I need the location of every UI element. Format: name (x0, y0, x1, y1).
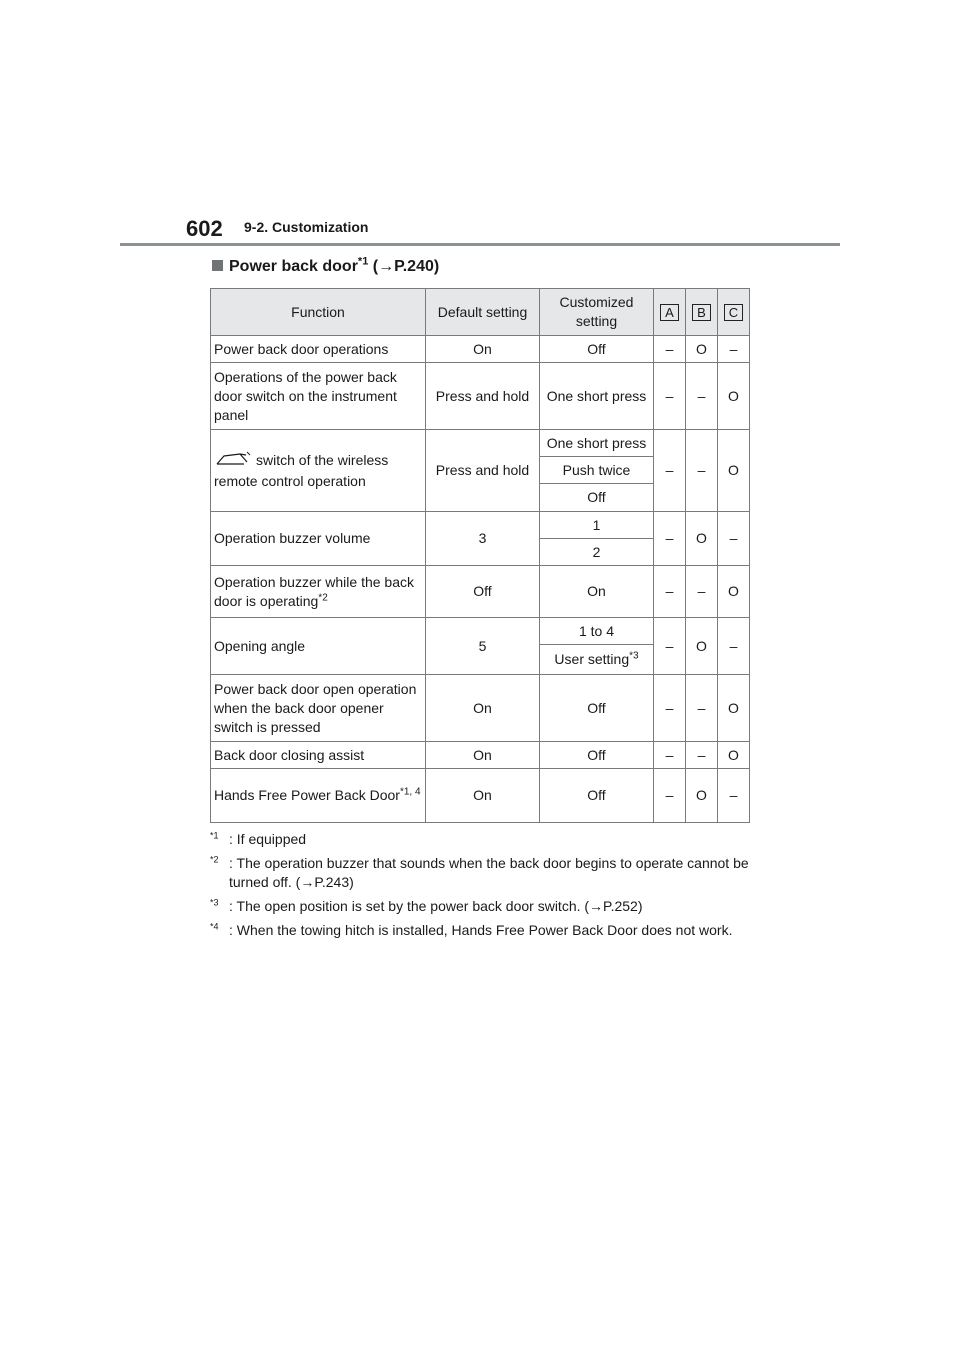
footnote-mark: *3 (629, 650, 639, 662)
custom-cell: Push twice (540, 457, 654, 484)
footnote-text: : When the towing hitch is installed, Hands Free Power Back Door does not work. (229, 922, 733, 938)
custom-cell: Off (540, 742, 654, 769)
footnote-mark: *3 (210, 897, 219, 908)
custom-cell: Off (540, 484, 654, 512)
footnote-3 (210, 897, 770, 916)
column-header-default: Default setting (426, 289, 540, 336)
c-cell: O (718, 363, 750, 430)
function-cell: Power back door open operation when the back door opener switch is pressed (211, 675, 426, 742)
footnote-mark: *1, 4 (399, 786, 421, 798)
function-cell: Operations of the power back door switch on the instrument panel (211, 363, 426, 430)
default-cell: Off (426, 566, 540, 618)
b-cell: O (686, 336, 718, 363)
footnote-mark: *2 (210, 854, 219, 865)
b-cell: O (686, 618, 718, 675)
default-cell: On (426, 675, 540, 742)
b-cell: O (686, 512, 718, 566)
footnote-2 (210, 854, 770, 892)
a-cell: – (654, 336, 686, 363)
mode-a-box: A (660, 304, 679, 321)
column-header-a (654, 289, 686, 336)
mode-b-box: B (692, 304, 711, 321)
footnotes (210, 830, 770, 945)
subsection-heading (212, 255, 440, 276)
a-cell: – (654, 363, 686, 430)
c-cell: – (718, 618, 750, 675)
square-bullet-icon (212, 260, 223, 271)
default-cell: On (426, 742, 540, 769)
table-row (211, 430, 750, 457)
column-header-c (718, 289, 750, 336)
page-number: 602 (186, 216, 223, 241)
table-row (211, 566, 750, 618)
function-cell: Power back door operations (211, 336, 426, 363)
table-row (211, 512, 750, 539)
function-cell: Opening angle (211, 618, 426, 675)
default-cell: 5 (426, 618, 540, 675)
a-cell: – (654, 742, 686, 769)
a-cell: – (654, 430, 686, 512)
function-text: Operation buzzer while the back door is operating (214, 573, 414, 609)
section-title: 9-2. Customization (244, 219, 369, 235)
a-cell: – (654, 675, 686, 742)
footnote-text: : If equipped (229, 831, 307, 847)
c-cell: O (718, 675, 750, 742)
default-cell: On (426, 769, 540, 823)
a-cell: – (654, 566, 686, 618)
function-cell (211, 430, 426, 512)
custom-cell: On (540, 566, 654, 618)
table-header-row (211, 289, 750, 336)
c-cell: – (718, 769, 750, 823)
custom-cell: One short press (540, 363, 654, 430)
heading-page-ref: (→P.240) (372, 258, 440, 275)
heading-text: Power back door (229, 258, 358, 275)
custom-cell: One short press (540, 430, 654, 457)
table-row (211, 769, 750, 823)
b-cell: – (686, 566, 718, 618)
function-cell (211, 566, 426, 618)
function-cell: Back door closing assist (211, 742, 426, 769)
c-cell: – (718, 336, 750, 363)
footnote-mark: *2 (318, 591, 328, 603)
footnote-mark: *1 (210, 830, 219, 841)
custom-cell (540, 645, 654, 675)
custom-cell: Off (540, 769, 654, 823)
function-cell (211, 769, 426, 823)
b-cell: O (686, 769, 718, 823)
column-header-b (686, 289, 718, 336)
a-cell: – (654, 769, 686, 823)
column-header-custom: Customized setting (540, 289, 654, 336)
default-cell: 3 (426, 512, 540, 566)
b-cell: – (686, 363, 718, 430)
function-text: switch of the wireless remote control operation (214, 451, 389, 489)
footnote-text: : The open position is set by the power back door switch. (→P.252) (229, 898, 643, 914)
footnote-4 (210, 921, 770, 940)
b-cell: – (686, 430, 718, 512)
heading-footnote-mark: *1 (357, 255, 369, 268)
c-cell: O (718, 566, 750, 618)
b-cell: – (686, 675, 718, 742)
default-cell: Press and hold (426, 430, 540, 512)
table-row (211, 675, 750, 742)
mode-c-box: C (724, 304, 743, 321)
default-cell: Press and hold (426, 363, 540, 430)
b-cell: – (686, 742, 718, 769)
footnote-mark: *4 (210, 921, 219, 932)
table-row (211, 336, 750, 363)
custom-cell: Off (540, 675, 654, 742)
customization-table (210, 288, 750, 823)
back-door-icon (214, 451, 252, 472)
a-cell: – (654, 618, 686, 675)
custom-text: User setting (554, 651, 630, 667)
a-cell: – (654, 512, 686, 566)
c-cell: – (718, 512, 750, 566)
c-cell: O (718, 430, 750, 512)
column-header-function: Function (211, 289, 426, 336)
header-divider (120, 243, 840, 246)
function-text: Hands Free Power Back Door (214, 787, 400, 803)
table-row (211, 742, 750, 769)
c-cell: O (718, 742, 750, 769)
custom-cell: 1 (540, 512, 654, 539)
default-cell: On (426, 336, 540, 363)
function-cell: Operation buzzer volume (211, 512, 426, 566)
table-row (211, 363, 750, 430)
footnote-1 (210, 830, 770, 849)
table-row (211, 618, 750, 645)
footnote-text: : The operation buzzer that sounds when the back door begins to operate cannot be turned off. (→P.243) (229, 855, 749, 890)
custom-cell: 1 to 4 (540, 618, 654, 645)
custom-cell: 2 (540, 539, 654, 566)
custom-cell: Off (540, 336, 654, 363)
